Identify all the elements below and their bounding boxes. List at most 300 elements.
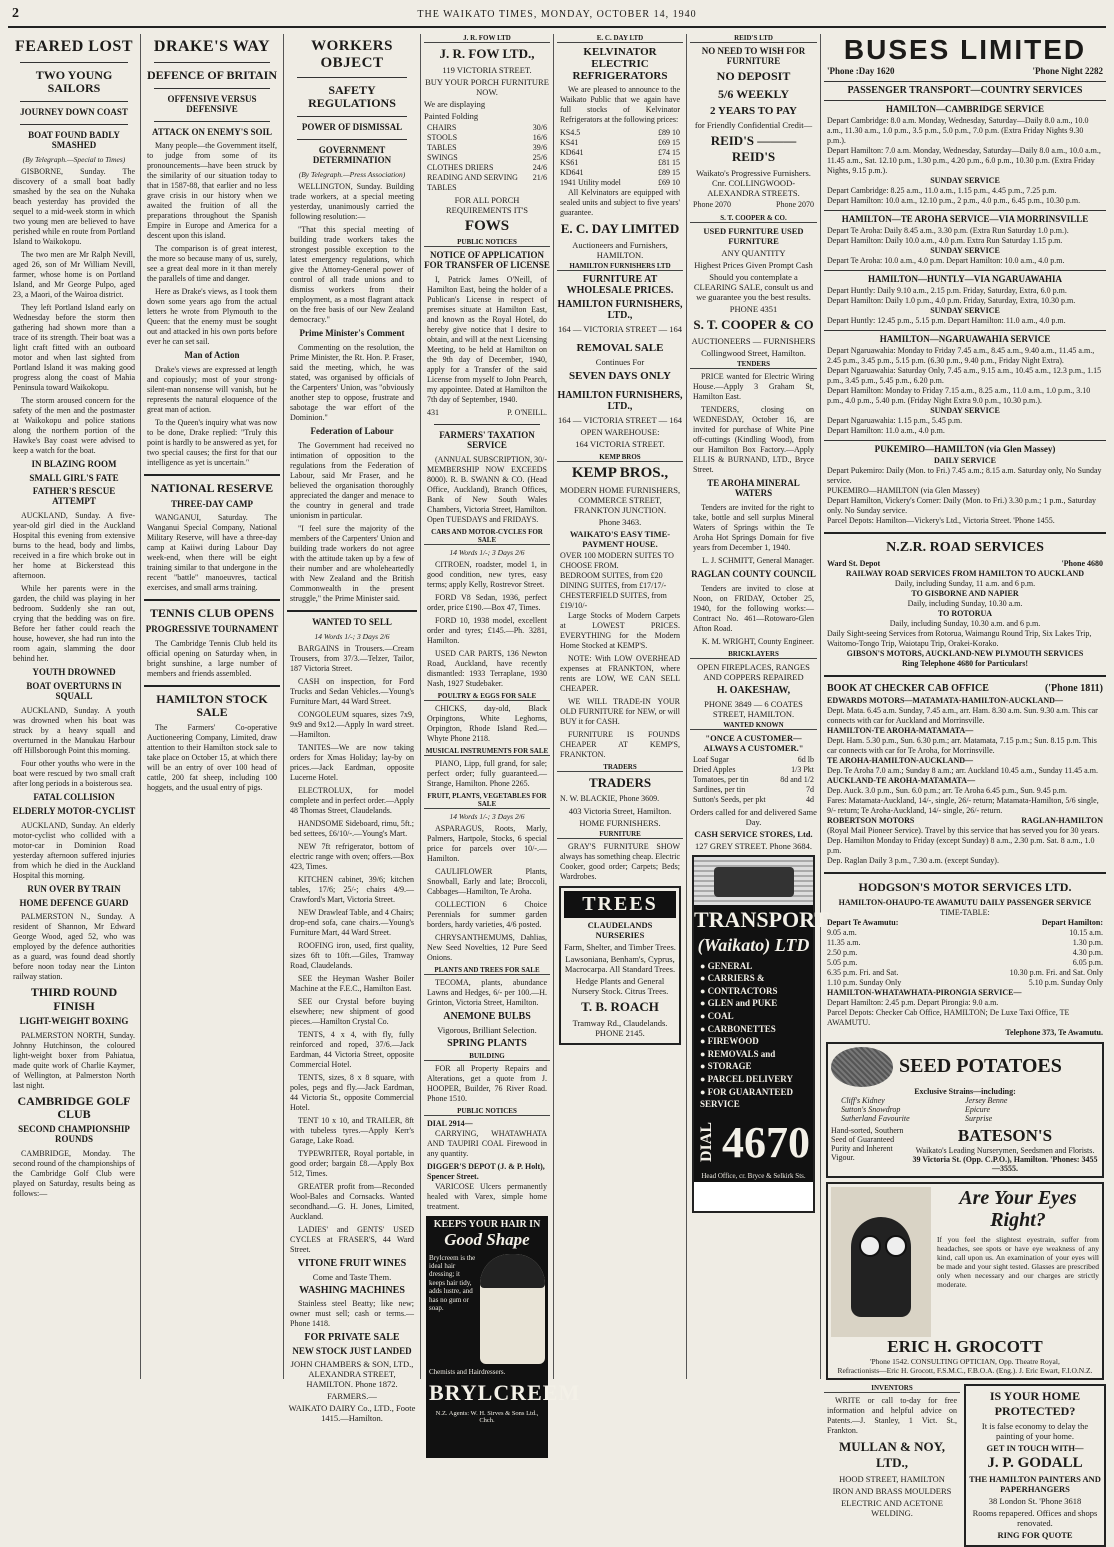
ad-line: GIBSON'S MOTORS, AUCKLAND-NEW PLYMOUTH SERVICES (846, 649, 1084, 659)
item-name: Dried Apples (693, 764, 736, 774)
classified-ad: TENT 10 x 10, and TRAILER, 8ft with tubeless tyres.—Apply Kerr's Garage, Lake Road. (290, 1115, 414, 1145)
ad-line: HAMILTON FURNISHERS, LTD., (557, 390, 683, 412)
seed-item: Surprise (965, 1113, 993, 1123)
ad-line: Vigorous, Brilliant Selection. (437, 1024, 537, 1035)
item-price: £89 15 (658, 168, 680, 177)
article-paragraph: To the Queen's inquiry what was now to be done, Drake replied: "Truly this point is hardly to be answered as yet, for two special causes; the first for that our intelligence as yet is uncertain." (147, 418, 277, 468)
ad-line: Dep. Te Aroha 7.0 a.m.; Sunday 8 a.m.; arr. Auckland 10.45 a.m., Sunday 11.45 a.m. (827, 765, 1098, 775)
section-label: INVENTORS (824, 1384, 960, 1393)
route-title: HAMILTON—NGARUAWAHIA SERVICE (824, 330, 1106, 344)
item-name: CHAIRS (427, 123, 457, 132)
ad-line: Dept. Ham. 5.30 p.m., Sun. 6.30 p.m.; arr. Matamata, 7.15 p.m.; Sun. 8.15 p.m. This car connects with car for Te Aroha, for Morrinsville. (827, 735, 1097, 755)
ad-line: DIGGER'S DEPOT (J. & P. Holt), Spencer Street. (427, 1161, 545, 1181)
headline-third-round: THIRD ROUND FINISH (30, 985, 118, 1013)
section-label: TENDERS (690, 360, 817, 369)
tender-notice: Tenders are invited to close at Noon, on FRIDAY, October 25, 1940, for the following works:—Contract No. 461—Rotowaro-Glen Afton Road. (693, 583, 814, 633)
timetable-row (827, 978, 1103, 988)
item-price: £74 15 (658, 148, 680, 157)
ad-seed-potatoes (826, 1042, 1104, 1178)
seed-item: Jersey Benne (965, 1095, 1008, 1105)
classified-ad: HANDSOME Sideboard, rimu, 5ft.; bed settees, £6/10/-.—Young's Mart. (290, 818, 414, 838)
classified-ad: TENTS, 4 x 4, with fly, fully reinforced and roped, 37/6.—Jack Eardman, 44 Victoria Street, opposite Commercial Hotel. (290, 1029, 414, 1069)
headline-drakes-way: DRAKE'S WAY (153, 38, 271, 55)
classified-ad: TECOMA, plants, abundance Lawns and Hedges, 6/- per 100.—H. Grinton, Victoria Street, Hamilton. (427, 977, 547, 1007)
headline-fatal-collision: FATAL COLLISION (33, 791, 115, 802)
section-label: BUILDING (424, 1052, 550, 1061)
depart-hamilton: 4.30 p.m. (1072, 947, 1103, 957)
classified-ad: ELECTROLUX, for model complete and in perfect order.—Apply 48 Thomas Street, Claudelands. (290, 785, 414, 815)
price-row (427, 133, 547, 143)
ad-grocott (826, 1182, 1104, 1380)
column-news-3 (287, 34, 417, 1423)
transport-logo-sub: (Waikato) LTD (694, 935, 813, 956)
timetable (827, 928, 1103, 988)
ad-line: Good Shape (444, 1229, 530, 1249)
ad-line: PHONE 3849 — 6 COATES STREET, HAMILTON. (704, 698, 803, 719)
route-line: SUNDAY SERVICE (930, 406, 1000, 416)
transport-phone: 4670 (722, 1117, 810, 1167)
ad-hodgsons: HODGSON'S MOTOR SERVICES LTD. (858, 879, 1072, 894)
classified-ad: NEW Drawleaf Table, and 4 Chairs; drop-end sofa, cane chairs.—Young's Furniture Mart, 44 Ward Street. (290, 907, 414, 937)
article-paragraph: Here as Drake's views, as I took them down some years ago from the actual letters he wrote from Plymouth to the Queen: that the enemy must be sought out and attacked in his own ports before ever he can set sail. (147, 287, 277, 347)
notice-body: (ANNUAL SUBSCRIPTION, 30/-MEMBERSHIP NOW EXCEEDS 8000). R. B. SWANN & CO. (Head Office, Auckland), Branch Offices, Bank of New South Wales Chambers, Victoria Street, Hamilton. Open TUESDAYS and FRIDAYS. (427, 454, 547, 524)
ad-line: FURNITURE IS FOUNDS CHEAPER AT KEMP'S, FRANKTON. (560, 730, 680, 759)
tender-notice: Tenders are invited for the right to take, bottle and sell surplus Mineral Waters of Springs within the Te Aroha Hot Springs Domain for five years from December 1, 1940. (693, 502, 814, 552)
ad-fow-title: J. R. FOW LTD., (439, 46, 535, 61)
item-price: 24/6 (532, 163, 547, 172)
classified-ad: FORD V8 Sedan, 1936, perfect order, price £190.—Box 47, Times. (427, 592, 547, 612)
ad-line: All Kelvinators are equipped with sealed units and subject to five years' guarantee. (560, 188, 680, 217)
article-paragraph: "I feel sure the majority of the members of the Carpenters' Union and building trade workers do not agree with the attitude taken up by a few of their number and are wholeheartedly with New Zealand and the British Commonwealth in the present struggle," the Prime Minister said. (290, 523, 414, 603)
ad-private-sale: FOR PRIVATE SALE (304, 1331, 400, 1343)
article-paragraph: The Cambridge Tennis Club held its official opening on Saturday when, in bright sunshine, a large number of members and friends assembled. (147, 638, 277, 678)
classified-ad: CASH on inspection, for Ford Trucks and Sedan Vehicles.—Young's Furniture Mart, 44 Ward Street. (290, 676, 414, 706)
route-line: Parcel Depots: Hamilton—Vickery's Ltd., Victoria Street. 'Phone 1455. (827, 516, 1055, 526)
item-price: 8d and 1/2 (780, 774, 814, 784)
item-price: £89 10 (658, 128, 680, 137)
ad-line: BUY YOUR PORCH FURNITURE NOW. (425, 77, 549, 97)
ad-line: 'Phone 1542. CONSULTING OPTICIAN, Opp. Theatre Royal, (870, 1356, 1060, 1366)
item-price: £81 15 (658, 158, 680, 167)
classified-ad: TYPEWRITER, Royal portable, in good order; bargain £8.—Apply Box 512, Times. (290, 1148, 414, 1178)
classified-ad: CITROEN, roadster, model 1, in good condition, new tyres, easy terms; apply Kelly, Rostrevor Street. (427, 559, 547, 589)
headline-workers-object: WORKERS OBJECT (311, 38, 393, 71)
section-label: CARS AND MOTOR-CYCLES FOR SALE (424, 528, 550, 545)
potato-illustration (831, 1047, 893, 1087)
ad-line: USED FURNITURE USED FURNITURE (703, 226, 804, 246)
subhead: ATTACK ON ENEMY'S SOIL (152, 126, 272, 137)
article-paragraph: While her parents were in the garden, the child was playing in her bedroom. Suddenly she ran out, crying that the bedding was on fire. Before her father could reach the house, however, she had run into the room again, slamming the door behind her. (13, 584, 135, 664)
depart-te-awamutu: 5.05 p.m. (827, 957, 858, 967)
route-line: Depart Hamilton: 10.0 a.m., 12.10 p.m., 2 p.m., 4.0 p.m., 6.45 p.m., 10.30 p.m. (827, 196, 1081, 206)
route-title: HAMILTON—CAMBRIDGE SERVICE (824, 100, 1106, 114)
ad-kelvinator: KELVINATOR ELECTRIC REFRIGERATORS (572, 46, 668, 82)
ad-nzr: N.Z.R. ROAD SERVICES (886, 540, 1044, 556)
price-row (560, 158, 680, 168)
item-price: 30/6 (532, 123, 547, 132)
depart-te-awamutu: 9.05 a.m. (827, 927, 857, 937)
price-row (560, 168, 680, 178)
subhead: OFFENSIVE VERSUS DEFENSIVE (167, 93, 257, 114)
service-item: ● COAL (700, 1011, 734, 1022)
section-label: PUBLIC NOTICES (424, 1107, 550, 1116)
ad-line: SEED POTATOES (899, 1055, 1062, 1078)
price-row (693, 775, 814, 785)
notice-number: 431 (427, 407, 439, 417)
ad-line: JOHN CHAMBERS & SON, LTD., ALEXANDRA STREET, HAMILTON. Phone 1872. (290, 1358, 414, 1389)
ad-line: HAMILTON FURNISHERS, LTD., (557, 299, 683, 321)
ad-line: Daily, including Sunday, 11 a.m. and 6 p.m. (894, 579, 1036, 589)
ad-buses-limited: BUSES LIMITED (843, 34, 1087, 65)
classified-ad: PIANO, Lipp, full grand, for sale; perfect order; fully guaranteed.—Strange, Hamilton. Phone 2265. (427, 758, 547, 788)
item-name: STOOLS (427, 133, 458, 142)
ad-line: 127 GREY STREET. Phone 3684. (694, 840, 813, 851)
classified-ad: FORD 10, 1938 model, excellent order and tyres; £145.—Ph. 3281, Hamilton. (427, 615, 547, 645)
ad-line: Ring Telephone 4680 for Particulars! (901, 659, 1029, 669)
ad-line: We are pleased to announce to the Waikato Public that we again have full stocks of Kelvinator Refrigerators at the following prices: (560, 85, 680, 124)
column-news-2 (144, 34, 280, 1379)
headline-blazing-room: IN BLAZING ROOM (31, 458, 117, 469)
section-label: POULTRY & EGGS FOR SALE (424, 692, 550, 701)
price-row (560, 128, 680, 138)
headline-stock-sale: HAMILTON STOCK SALE (156, 691, 268, 719)
ad-line: WAIKATO'S EASY TIME-PAYMENT HOUSE. (569, 529, 671, 549)
ad-line: Rooms repapered. Offices and shops renovated. (972, 1507, 1098, 1528)
ad-line: J. P. GODALL (987, 1454, 1083, 1471)
ad-transport (692, 855, 829, 1213)
ad-line: 164 VICTORIA STREET. (575, 439, 665, 449)
ad-line: Dep. Hamilton Monday to Friday (except Sunday) 8 a.m., 2.30 p.m. Sat. 8 a.m., 1.0 p.m. (827, 835, 1095, 855)
timetable-row (827, 948, 1103, 958)
route-line: Depart Hamilton: Monday to Friday 7.15 a.m., 8.25 a.m., 11.0 a.m., 1.0 p.m., 3.10 p.m., 4.0 p.m., 5.40 p.m. (Friday Night Extra 9.0 p.m., 10.30 p.m.). (827, 386, 1091, 406)
bus-timetables (824, 100, 1106, 526)
price-row (693, 785, 814, 795)
column-ads-2 (557, 34, 683, 1379)
ad-line: Farm, Shelter, and Timber Trees. (564, 942, 676, 952)
column-rule (686, 34, 687, 1379)
article-paragraph: The comparison is of great interest, the more so because many of us, surely, see a great deal more in it than merely the parallels of time and danger. (147, 244, 277, 284)
classified-list (427, 560, 547, 689)
service-item: ● STORAGE (700, 1061, 752, 1072)
ad-ec-day: E. C. DAY LIMITED (560, 221, 680, 236)
subhead: HOME DEFENCE GUARD (19, 897, 129, 908)
service-list (694, 956, 813, 1115)
ad-line: PHONE 4351 (729, 304, 778, 314)
seed-item: Cliff's Kidney (841, 1095, 885, 1105)
notice-title: FARMERS' TAXATION SERVICE (439, 429, 535, 450)
item-name: Sutton's Seeds, per pkt (693, 794, 766, 804)
classified-rate: 14 Words 1/-; 3 Days 2/6 (314, 631, 390, 641)
ad-line: H. OAKESHAW, (716, 684, 791, 696)
byline: (By Telegraph.—Press Association) (298, 170, 406, 180)
classified-ad: FOR all Property Repairs and Alterations, get a quote from J. HOOPER, Builder, 76 River Road. Phone 1510. (427, 1063, 547, 1103)
article-paragraph: AUCKLAND, Sunday. An elderly motor-cyclist who collided with a motor-car in Dominion Road yesterday afternoon suffered injuries from which he died in the Auckland Hospital this morning. (13, 820, 135, 880)
article-paragraph: WANGANUI, Saturday. The Wanganui Special Company, National Military Reserve, will have a three-day camp at Kaiiwi during Labour Day week-end, when there will be eight training similar to that undergone in the recent "battle" manoeuvres, tactical exercises, and small arms training. (147, 513, 277, 593)
classified-list (427, 824, 547, 963)
route-line: Depart Pukemiro: Daily (Mon. to Fri.) 7.45 a.m.; 8.15 a.m. Saturday only, No Sunday service. (827, 466, 1102, 486)
masthead (8, 6, 1106, 28)
classified-list (290, 644, 414, 1255)
route-line: Depart Hamilton: 11.0 a.m., 4.0 p.m. (827, 426, 945, 436)
ad-line: OVER 100 MODERN SUITES TO CHOOSE FROM. (560, 551, 674, 570)
depart-hamilton: 5.10 p.m. Sunday Only (1028, 977, 1103, 987)
ad-kemp-bros: KEMP BROS., (571, 465, 669, 481)
ad-line: VARICOSE Ulcers permanently healed with Varex, simple home treatment. (427, 1181, 547, 1211)
ad-line: WE WILL TRADE-IN YOUR OLD FURNITURE for NEW, or will BUY it for CASH. (560, 697, 680, 726)
tender-title: RAGLAN COUNTY COUNCIL (691, 568, 816, 579)
column-rule (420, 34, 421, 1379)
seed-item: Epicure (965, 1104, 991, 1114)
seed-item: Sutton's Snowdrop (841, 1104, 901, 1114)
column-rule (820, 34, 821, 1379)
classified-ad: ROOFING iron, used, first quality, sizes 6ft to 10ft.—Giles, Tramway Road, Claudelands. (290, 940, 414, 970)
seed-list (831, 1096, 1099, 1123)
ad-line: Collingwood Street, Hamilton. (701, 348, 806, 358)
price-row (427, 143, 547, 153)
tender-notice: TENDERS, closing on WEDNESDAY, October 16, are invited for purchase of White Pine off-cuttings (Kindling Wood), from our Hamilton Box Factory.—Apply ELLIS & BURNAND, LTD., Bryce Street. (693, 405, 814, 474)
bateson-logo: BATESON'S (957, 1125, 1053, 1145)
classified-ad: WRITE or call to-day for free information and helpful advice on Patents.—J. Stanley, 1 Vict. St., Frankton. (827, 1395, 957, 1435)
ad-line: Depart Hamilton: (1041, 917, 1103, 927)
ad-line: FURNITURE AT WHOLESALE PRICES. (566, 274, 674, 296)
ad-line: Dep. Raglan Daily 3 p.m., 7.30 a.m. (except Sunday). (827, 855, 999, 865)
subhead: Federation of Labour (310, 425, 394, 436)
article-paragraph: The two men are Mr Ralph Nevill, aged 26, son of Mr William Nevill, farmer, whose home is on Portland Island, and Mr George Pulpo, aged 23, a Maori, of the Wairoa district. (13, 249, 135, 299)
item-name: 1941 Utility model (560, 178, 621, 187)
route-line: Depart Hamilton: 7.0 a.m. Monday, Wednesday, Saturday—Daily 8.0 a.m., 10.0 a.m., 11.45 a.m., Sat. 12.10 p.m., 1.30 p.m., 4.20 p.m., 6.0 p.m., 10.30 p.m. (Extra Friday Nights, 9.15 p.m.). (827, 146, 1101, 176)
headline-tennis-club: TENNIS CLUB OPENS (149, 606, 275, 621)
classified-ad: COLLECTION 6 Choice Perennials for summer garden borders, hardy varieties, 4/6 posted. (427, 899, 547, 929)
depart-hamilton: 10.15 a.m. (1069, 927, 1103, 937)
column-rule (140, 34, 141, 1379)
ad-line: Stainless steel Beatty; like new; owner must sell; cash or terms.—Phone 1418. (290, 1298, 414, 1328)
subhead: ELDERLY MOTOR-CYCLIST (12, 805, 136, 816)
article-paragraph: PALMERSTON NORTH, Sunday. Johnny Hutchinson, the coloured light-weight boxer from Pahiatua, made quite work of Charlie Kaymer, of Wellington, at Palmerston North last night. (13, 1030, 135, 1090)
ad-st-cooper: S. T. COOPER & CO (693, 317, 814, 332)
column-news-1 (10, 34, 138, 1379)
ad-line: N.Z. Agents: W. H. Sirves & Sons Ltd., Chch. (435, 1409, 539, 1424)
ad-label: KEMP BROS (557, 453, 683, 462)
ad-line: Depart Te Awamutu: (827, 917, 899, 927)
notice-title: NOTICE OF APPLICATION FOR TRANSFER OF LICENSE (424, 250, 550, 270)
service-item: ● CARBONETTES (700, 1023, 776, 1034)
classified-ad: NEW 7ft refrigerator, bottom of electric range with oven; offers.—Box 423, Times. (290, 841, 414, 871)
ad-removal-sale: REMOVAL SALE (576, 342, 664, 354)
ad-line: HAMILTON-TE AROHA-MATAMATA— (827, 725, 974, 735)
ad-line: THE HAMILTON PAINTERS AND PAPERHANGERS (969, 1473, 1101, 1494)
ad-line: Orders called for and delivered Same Day. (690, 806, 817, 827)
ad-line: WAIKATO DAIRY Co., LTD., Foote 1415.—Hamilton. (288, 1402, 416, 1423)
depart-hamilton: 6.05 p.m. (1072, 957, 1103, 967)
depart-hamilton: 10.30 p.m. Fri. and Sat. Only (1009, 967, 1103, 977)
ad-line: FARMERS.— (327, 1390, 377, 1401)
ad-line: Continues For (595, 357, 645, 367)
classified-ad: CHICKS, day-old, Black Orpingtons, White Leghorns, Orpington, Rhode Island Red.—Whyte Phone 2118. (427, 703, 547, 743)
classified-rate: 14 Words 1/-; 3 Days 2/6 (449, 547, 525, 557)
ad-brylcreem (426, 1216, 581, 1458)
ad-line: IS YOUR HOME PROTECTED? (989, 1388, 1081, 1418)
ad-line: HOOD STREET, HAMILTON (839, 1473, 945, 1484)
timetable-row (827, 958, 1103, 968)
ad-line: ROBERTSON MOTORS (827, 815, 915, 825)
section-label: PLANTS AND TREES FOR SALE (424, 966, 550, 975)
route-line: Depart Ngaruawahia: Monday to Friday 7.45 a.m., 8.45 a.m., 9.40 a.m., 11.45 a.m., 2.45 p.m., 3.45 p.m., 5.15 p.m. (6.30 p.m., 9.40 p.m., Friday Night Extra). (827, 346, 1095, 366)
subhead: PROGRESSIVE TOURNAMENT (145, 623, 279, 634)
classified-ad: GREATER profit from—Reconded Wool-Bales and Cornsacks. Wanted secondhand.—G. H. Jones, Limited, Auckland. (290, 1181, 414, 1221)
route-line: Depart Ngaruawahia: 1.15 p.m., 5.45 p.m. (827, 416, 963, 426)
ad-line: KEEPS YOUR HAIR IN (433, 1218, 541, 1230)
ad-line: HAMILTON-WHATAWHATA-PIRONGIA SERVICE— (827, 987, 1022, 997)
item-name: Tomatoes, per tin (693, 774, 749, 784)
subhead: POWER OF DISMISSAL (301, 122, 403, 133)
ad-line: T. B. ROACH (581, 999, 659, 1014)
route-line: Depart Cambridge: 8.0 a.m. Monday, Wednesday, Saturday—Daily 8.0 a.m., 10.0 a.m., 11.30 a.m., 1.0 p.m., 3.5 p.m., 5.0 p.m., 7.0 p.m. (Extra Friday Nights 9.30 p.m.). (827, 116, 1089, 146)
article-paragraph: The Farmers' Co-operative Auctioneering Company, Limited, draw attention to their Hamilton stock sale to take place on October 15, at which there will be an entry of over 100 head of cattle, 200 fat sheep, including 100 hoggets, and the usual entry of pigs. (147, 722, 277, 792)
section-label: FRUIT, PLANTS, VEGETABLES FOR SALE (424, 792, 550, 809)
classified-ad: CONGOLEUM squares, sizes 7x9, 9x9 and 9x12.—Apply In ward street.—Hamilton. (290, 709, 414, 739)
depart-te-awamutu: 6.35 p.m. Fri. and Sat. (827, 967, 899, 977)
depart-te-awamutu: 1.10 p.m. Sunday Only (827, 977, 902, 987)
ad-line: RAILWAY ROAD SERVICES FROM HAMILTON TO AUCKLAND (845, 569, 1085, 579)
ad-line: It is false economy to delay the painting of your home. (981, 1420, 1089, 1441)
page-number: 2 (12, 6, 19, 21)
depart-te-awamutu: 11.35 a.m. (827, 937, 861, 947)
route-line: SUNDAY SERVICE (930, 306, 1000, 316)
ad-line: Hand-sorted, Southern Seed of Guaranteed Purity and Inherent Vigour. (831, 1125, 904, 1162)
subhead: THREE-DAY CAMP (170, 498, 254, 509)
ad-line: ('Phone 1811) (1044, 683, 1103, 695)
ad-new-stock: NEW STOCK JUST LANDED (292, 1345, 412, 1356)
ad-line: 'Phone 4680 (1061, 559, 1103, 569)
masthead-title: THE WAIKATO TIMES, MONDAY, OCTOBER 14, 1940 (417, 9, 697, 20)
ad-line: Depart Hamilton: 2.45 p.m. Depart Pirongia: 9.0 a.m. (827, 997, 999, 1007)
ad-line: Dep. Auck. 3.0 p.m., Sun. 6.0 p.m.; arr. Te Aroha 6.45 p.m., Sun. 9.45 p.m. (827, 785, 1067, 795)
classified-ad: LADIES' and GENTS' USED CYCLES at FRASER'S, 44 Ward Street. (290, 1224, 414, 1254)
ad-line: DIAL (698, 1122, 715, 1163)
article-paragraph: Four other youths who were in the boat were rescued by two small craft after long periods in a boisterous sea. (13, 758, 135, 788)
service-item: ● CARRIERS & (700, 973, 765, 984)
item-name: READING AND SERVING TABLES (427, 173, 518, 192)
seed-item: Sutherland Favourite (841, 1113, 910, 1123)
subhead: Prime Minister's Comment (299, 328, 405, 339)
ad-checker-cab: BOOK AT CHECKER CAB OFFICE (827, 683, 989, 695)
column-rule (283, 34, 284, 1379)
ad-line: ANY QUANTITY (721, 248, 786, 258)
route-line: Depart Hamilton: Daily 10.0 a.m., 4.0 p.m. Extra Run Saturday 1.15 p.m. (827, 236, 1063, 246)
price-row (560, 148, 680, 158)
ad-line: (Royal Mail Pioneer Service). Travel by this service that has served you for 30 years. (827, 825, 1100, 835)
price-row (560, 178, 680, 188)
ad-line: Parcel Depots: Checker Cab Office, HAMILTON; De Luxe Taxi Office, TE AWAMUTU. (827, 1007, 1070, 1027)
ad-line: OPEN FIREPLACES, RANGES AND COPPERS REPAIRED (697, 661, 810, 682)
ad-label: HAMILTON FURNISHERS LTD (557, 262, 683, 271)
item-name: TABLES (427, 143, 457, 152)
price-list (560, 128, 680, 188)
depart-hamilton: 1.30 p.m. (1072, 937, 1103, 947)
classified-ad: TENTS, sizes, 8 x 8 square, with poles, pegs and fly.—Jack Eardman, 44 Victoria St., opposite Commercial Hotel. (290, 1072, 414, 1112)
service-item: ● FIREWOOD (700, 1036, 759, 1047)
article-paragraph: They left Portland Island early on Wednesday before the storm then gathering had shown more than a trace of its strength. Their boat was a light craft fitted with an outboard motor and when last sighted from Portland Island it was making good progress along the coast of Mahia Peninsula toward Waikokopu. (13, 302, 135, 392)
timetable-row (827, 968, 1103, 978)
article-paragraph: GISBORNE, Sunday. The discovery of a small boat badly smashed by the sea on the Nuhaka beach yesterday has provided the sequel to a mid-week storm in which two young men are believed to have perished while en route from Portland Island to Waikokopu. (13, 166, 135, 246)
ad-line: EDWARDS MOTORS—MATAMATA-HAMILTON-AUCKLAND— (827, 695, 1063, 705)
ad-line: Brylcreem is the ideal hair dressing; it keeps hair tidy, adds lustre, and has no gum or soap. (429, 1253, 476, 1312)
route-line: SUNDAY SERVICE (930, 246, 1000, 256)
classified-ad: CHRYSANTHEMUMS, Dahlias, New Seed Novelties, 12 Pure Seed Onions. (427, 932, 547, 962)
route-title: PUKEMIRO—HAMILTON (via Glen Massey) (824, 440, 1106, 454)
price-row (427, 173, 547, 193)
ad-line: Phone 2070 (693, 200, 731, 209)
service-item: ● GLEN and PUKE (700, 998, 778, 1009)
truck-illustration (694, 857, 813, 905)
ad-line: HAMILTON-OHAUPO-TE AWAMUTU DAILY PASSENGER SERVICE (838, 897, 1092, 907)
ad-anemone: ANEMONE BULBS (443, 1010, 531, 1022)
headline-cambridge-golf: CAMBRIDGE GOLF CLUB (17, 1093, 131, 1121)
price-row (693, 755, 814, 765)
tender-title: TE AROHA MINERAL WATERS (707, 478, 800, 498)
ad-line: ELECTRIC AND ACETONE WELDING. (841, 1497, 943, 1518)
route-line: DAILY SERVICE (933, 456, 997, 466)
ad-line: ERIC H. GROCOTT (887, 1336, 1043, 1356)
route-line: Depart Cambridge: 8.25 a.m., 11.0 a.m., 1.15 p.m., 4.45 p.m., 7.25 p.m. (827, 186, 1057, 196)
ad-line: Tramway Rd., Claudelands. PHONE 2145. (572, 1018, 668, 1038)
ad-line: Telephone 373, Te Awamutu. (1005, 1027, 1103, 1037)
item-price: £69 15 (658, 138, 680, 147)
ad-line: "ONCE A CUSTOMER—ALWAYS A CUSTOMER." (703, 732, 804, 753)
tender-signature: L. J. SCHMITT, General Manager. (702, 555, 814, 565)
article-paragraph: AUCKLAND, Sunday. A five-year-old girl died in the Auckland Hospital this evening from extensive burns to the head, body and limbs, received in a fire which broke out in her home at Bickerstead this afternoon. (13, 511, 135, 581)
item-name: CLOTHES DRIERS (427, 163, 494, 172)
service-item: ● REMOVALS and (700, 1048, 776, 1059)
ad-line: Waikato's Progressive Furnishers. Cnr. COLLINGWOOD-ALEXANDRA STREETS. (696, 168, 811, 198)
ad-line: AUCKLAND-TE AROHA-MATAMATA— (827, 775, 976, 785)
phone-day: 'Phone :Day 1620 (827, 66, 895, 76)
route-line: Depart Ngaruawahia: Saturday Only, 7.45 a.m., 9.15 a.m., 10.45 a.m., 12.3 p.m., 1.15 p.m., 3.45 p.m., 5.45 p.m., 6.20 p.m. (827, 366, 1102, 386)
ad-line: 164 — VICTORIA STREET — 164 (558, 415, 682, 425)
classified-ad: BARGAINS in Trousers.—Cream Trousers, from 37/3.—Telzer, Tailor, 187 Victoria Street. (290, 643, 414, 673)
classified-ad: GRAY'S FURNITURE SHOW always has something cheap. Electric Cooker, good order; Carpets; Beds; Wardrobes. (560, 842, 680, 881)
item-name: KS41 (560, 138, 579, 147)
subhead: DEFENCE OF BRITAIN (146, 67, 277, 82)
route-line: Depart Te Aroha: Daily 8.45 a.m., 3.30 p.m. (Extra Run Saturday 1.0 p.m.). (827, 226, 1069, 236)
price-row (427, 123, 547, 133)
subhead: TWO YOUNG SAILORS (35, 67, 113, 95)
tender-signature: K. M. WRIGHT, County Engineer. (701, 636, 814, 646)
ad-line: NOTE: With LOW OVERHEAD expenses at FRANKTON, where rents are LOW, WE CAN SELL CHEAPER. (560, 654, 680, 693)
ad-line: Hedge Plants and General Nursery Stock. Citrus Trees. (571, 976, 669, 996)
subhead: SECOND CHAMPIONSHIP ROUNDS (18, 1124, 130, 1144)
item-price: 4d (806, 794, 814, 804)
ad-line: We are displaying (424, 99, 486, 109)
price-row (693, 765, 814, 775)
ad-line: 38 London St. 'Phone 3618 (988, 1495, 1082, 1506)
column-ads-3 (690, 34, 829, 1379)
route-title: HAMILTON—HUNTLY—VIA NGARUAWAHIA (824, 270, 1106, 284)
ad-line: Highest Prices Given Prompt Cash (694, 260, 813, 270)
ad-line: Daily Sight-seeing Services from Rotorua, Waimangu Round Trip, Six Lakes Trip, Waitomo-Tongo Trip, Waiotapu Trip, Orakei-Korako. (827, 629, 1092, 649)
ad-line: CASH SERVICE STORES, Ltd. (694, 828, 813, 839)
article-paragraph: Many people—the Government itself, to judge from some of its pronouncements—have been struck by the similarity of our situation today to that in 1587-88, that earlier and no less grave crisis in our history when we awaited the fruition of all the preparations throughout the Spanish Empire in Europe and America for a descent upon this island. (147, 141, 277, 241)
ad-line: DIAL 2914— (427, 1118, 473, 1128)
subhead: Man of Action (184, 350, 240, 361)
column-rule (553, 34, 554, 1379)
ad-line: for Friendly Confidential Credit— (694, 120, 813, 130)
article-paragraph: Commenting on the resolution, the Prime Minister, the Rt. Hon. P. Fraser, said the meeting, which, he was stated, was organised by officials of the Carpenters' Union, was "obviously another step to oppose, frustrate and sabotage the war effort of the Dominion." (290, 342, 414, 422)
ad-washing: WASHING MACHINES (299, 1284, 405, 1296)
subhead: GOVERNMENT DETERMINATION (312, 145, 392, 166)
ad-line: 2 YEARS TO PAY (710, 105, 797, 117)
route-line: SUNDAY SERVICE (930, 176, 1000, 186)
